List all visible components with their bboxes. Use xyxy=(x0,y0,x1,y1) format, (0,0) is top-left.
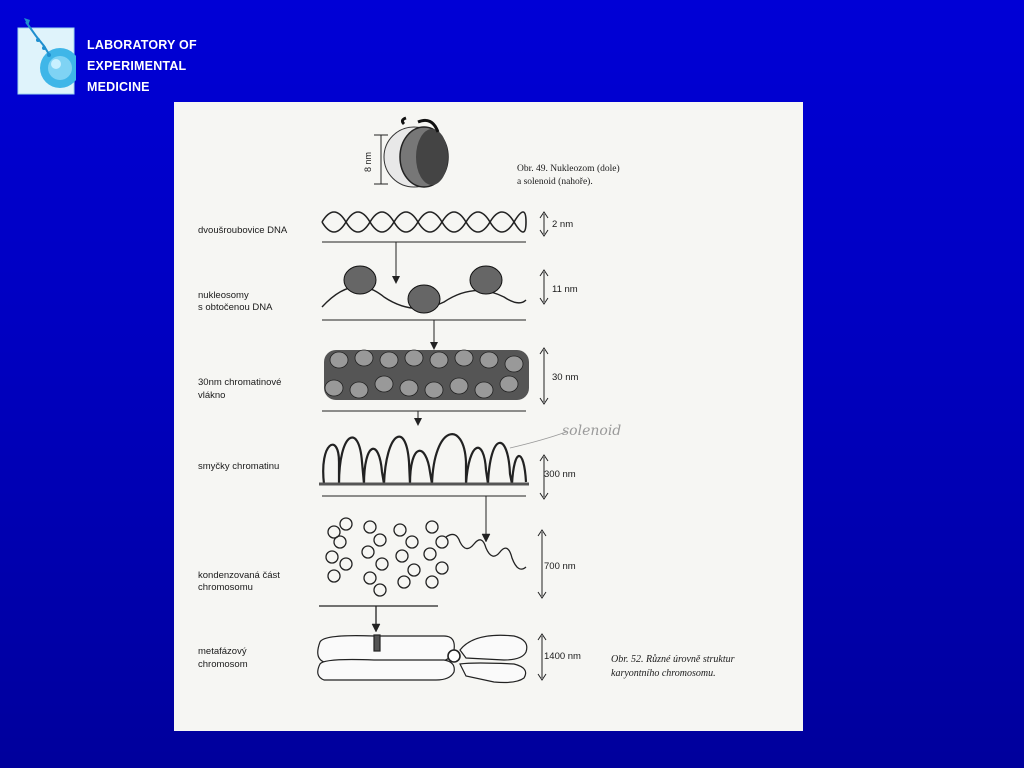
level-1-label: dvoušroubovice DNA xyxy=(198,225,288,236)
scale-8nm: 8 nm xyxy=(363,151,373,173)
metaphase-chromosome-drawing xyxy=(318,634,546,683)
lab-title-line-2: EXPERIMENTAL xyxy=(87,59,187,73)
lab-logo-icon xyxy=(16,16,76,96)
lab-title-line-3: MEDICINE xyxy=(87,80,150,94)
handwritten-note: solenoid xyxy=(562,423,622,439)
level-3-size: 30 nm xyxy=(552,372,579,383)
lab-title-line-1: LABORATORY OF xyxy=(87,38,197,52)
chromatin-loops-drawing xyxy=(319,432,566,542)
level-2-size: 11 nm xyxy=(552,284,578,295)
level-3-label-line-2: vlákno xyxy=(198,390,226,401)
level-2-label-line-2: s obtočenou DNA xyxy=(198,302,273,313)
condensed-chromosome-drawing xyxy=(319,518,546,632)
level-5-label-line-1: kondenzovaná část xyxy=(198,570,280,581)
level-6-label-line-2: chromosom xyxy=(198,659,248,670)
level-5-size: 700 nm xyxy=(544,561,576,572)
nucleosomes-drawing xyxy=(322,266,548,350)
bottom-caption-line-1: Obr. 52. Různé úrovně struktur xyxy=(611,654,735,665)
fiber-30nm-drawing xyxy=(322,348,548,426)
lab-logo xyxy=(16,16,76,96)
level-3-label-line-1: 30nm chromatinové xyxy=(198,377,282,388)
level-1-size: 2 nm xyxy=(552,219,574,230)
chromatin-figure xyxy=(174,102,803,731)
level-4-label: smyčky chromatinu xyxy=(198,461,280,472)
level-2-label-line-1: nukleosomy xyxy=(198,290,249,301)
top-caption-line-2: a solenoid (nahoře). xyxy=(517,177,593,187)
level-6-size: 1400 nm xyxy=(544,651,581,662)
chromatin-diagram xyxy=(174,102,803,731)
level-5-label-line-2: chromosomu xyxy=(198,582,253,593)
lab-title xyxy=(87,35,197,98)
level-4-size: 300 nm xyxy=(544,469,576,480)
bottom-caption-line-2: karyontního chromosomu. xyxy=(611,668,716,679)
level-6-label-line-1: metafázový xyxy=(198,646,247,657)
top-caption-line-1: Obr. 49. Nukleozom (dole) xyxy=(517,164,620,174)
solenoid-drawing xyxy=(374,118,448,187)
